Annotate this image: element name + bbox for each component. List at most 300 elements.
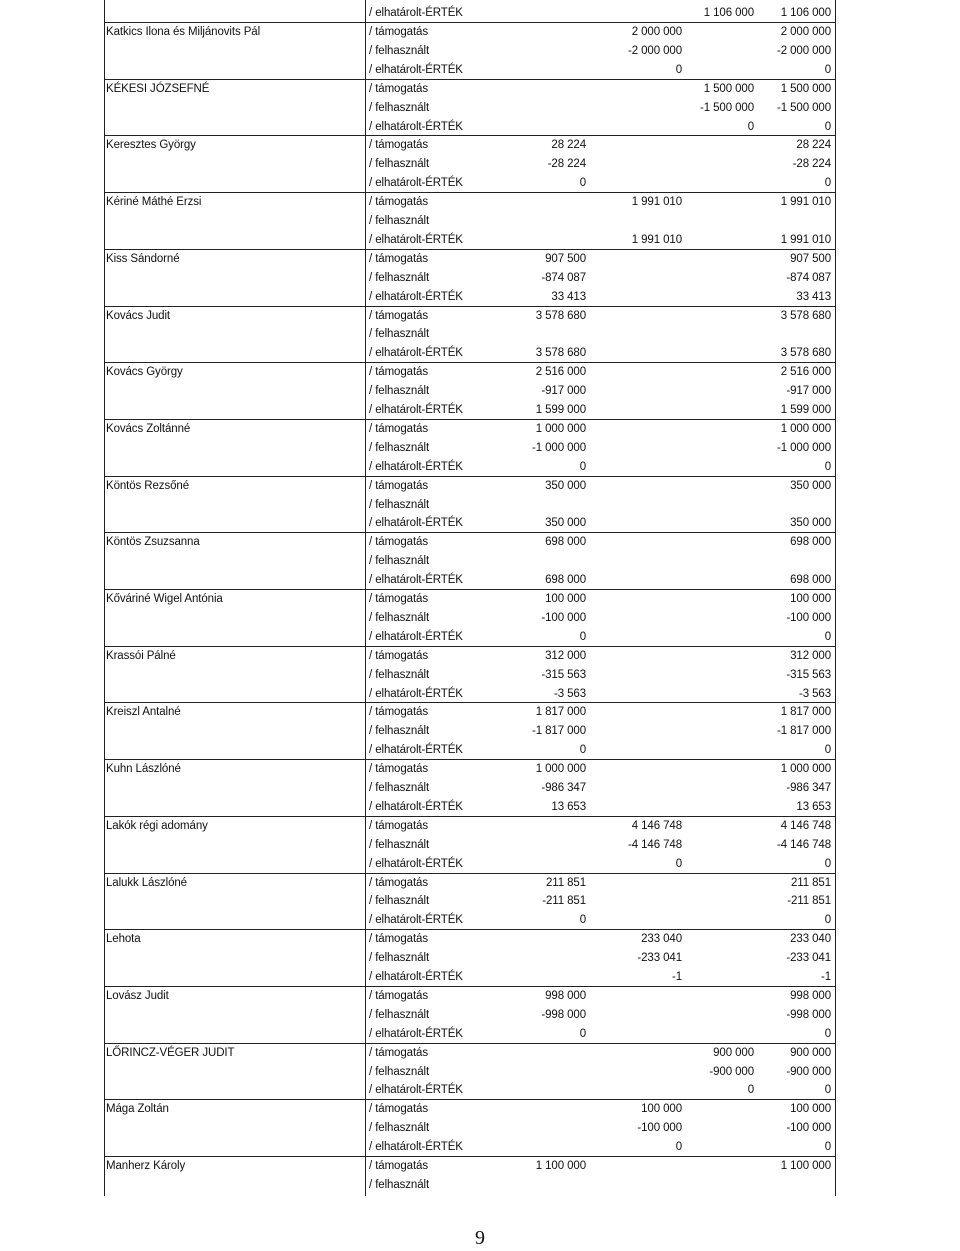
amount-cell-3 xyxy=(682,892,754,911)
entry-type: / támogatás xyxy=(369,422,428,435)
amount-cell-2: -100 000 xyxy=(637,1122,682,1135)
donor-name: Manherz Károly xyxy=(106,1160,186,1172)
amount-cell-1: 0 xyxy=(579,744,586,757)
entry-type: / felhasznált xyxy=(369,1065,430,1078)
amount-total: 3 578 680 xyxy=(780,347,831,360)
amount-cell-1 xyxy=(492,855,586,874)
amount-cell-3 xyxy=(682,722,754,741)
entry-type: / elhatárolt-ÉRTÉK xyxy=(369,687,463,700)
amount-cell-1: -917 000 xyxy=(541,385,586,398)
table-border-left xyxy=(104,0,105,1196)
amount-cell-3 xyxy=(682,987,754,1006)
donor-name: Köntös Rezsőné xyxy=(106,479,189,492)
amount-cell-3 xyxy=(682,666,754,685)
amount-cell-2 xyxy=(586,987,682,1006)
amount-cell-2 xyxy=(586,1063,682,1082)
entry-type: / felhasznált xyxy=(369,385,430,398)
amount-cell-3 xyxy=(682,1157,754,1176)
amount-cell-3 xyxy=(682,533,754,552)
entry-type: / támogatás xyxy=(369,876,428,889)
amount-total: 907 500 xyxy=(790,252,831,265)
amount-cell-3 xyxy=(682,307,754,326)
amount-cell-2 xyxy=(586,1081,682,1100)
amount-cell-2: 0 xyxy=(675,857,682,870)
amount-cell-3 xyxy=(682,968,754,987)
amount-total: -28 224 xyxy=(792,158,831,171)
entry-type: / felhasznált xyxy=(369,895,430,908)
amount-cell-2 xyxy=(586,420,682,439)
entry-type: / elhatárolt-ÉRTÉK xyxy=(369,971,463,983)
amount-total: 698 000 xyxy=(790,574,831,587)
entry-type: / elhatárolt-ÉRTÉK xyxy=(369,63,463,76)
amount-total: -986 347 xyxy=(786,782,831,794)
amount-cell-3 xyxy=(682,1176,754,1195)
entry-type: / támogatás xyxy=(369,479,428,492)
amount-total: -233 041 xyxy=(786,952,831,965)
amount-cell-3 xyxy=(682,458,754,477)
amount-total: 1 599 000 xyxy=(780,404,831,416)
entry-type: / támogatás xyxy=(369,196,428,209)
amount-cell-3 xyxy=(682,344,754,363)
amount-cell-3: 1 106 000 xyxy=(703,7,754,19)
entry-type: / elhatárolt-ÉRTÉK xyxy=(369,800,463,813)
entry-type: / támogatás xyxy=(369,82,428,95)
amount-cell-2 xyxy=(586,401,682,420)
amount-cell-1 xyxy=(492,193,586,212)
amount-total: -1 000 000 xyxy=(777,441,831,454)
amount-cell-1 xyxy=(492,231,586,250)
amount-cell-2 xyxy=(586,779,682,798)
amount-cell-1: -998 000 xyxy=(541,1008,586,1021)
amount-cell-1: -986 347 xyxy=(541,782,586,794)
amount-total: -1 500 000 xyxy=(777,101,831,114)
amount-cell-3 xyxy=(682,401,754,420)
amount-cell-2 xyxy=(586,118,682,137)
amount-cell-1 xyxy=(492,968,586,987)
amount-total xyxy=(756,552,831,571)
amount-total: 0 xyxy=(824,1141,831,1154)
amount-cell-3: 0 xyxy=(747,1084,754,1097)
amount-cell-1 xyxy=(492,42,586,61)
amount-cell-3 xyxy=(682,949,754,968)
amount-cell-3 xyxy=(682,874,754,893)
amount-cell-1 xyxy=(492,836,586,855)
entry-type: / felhasznált xyxy=(369,271,430,284)
amount-cell-1: 907 500 xyxy=(545,252,586,265)
entry-type: / támogatás xyxy=(369,649,428,662)
entry-type: / elhatárolt-ÉRTÉK xyxy=(369,460,463,473)
amount-cell-2: 0 xyxy=(675,1141,682,1154)
amount-cell-2 xyxy=(586,155,682,174)
amount-cell-3: 0 xyxy=(747,120,754,133)
amount-cell-2 xyxy=(586,344,682,363)
amount-total: -100 000 xyxy=(786,611,831,624)
amount-cell-3 xyxy=(682,250,754,269)
amount-cell-1 xyxy=(492,1119,586,1138)
amount-cell-1: -1 000 000 xyxy=(532,441,586,454)
amount-cell-3 xyxy=(682,817,754,836)
entry-type: / felhasznált xyxy=(369,441,430,454)
entry-type: / támogatás xyxy=(369,252,428,265)
amount-cell-3 xyxy=(682,628,754,647)
entry-type: / elhatárolt-ÉRTÉK xyxy=(369,574,463,587)
amount-cell-1: 1 100 000 xyxy=(535,1160,586,1172)
amount-cell-2 xyxy=(586,741,682,760)
amount-cell-1: 350 000 xyxy=(545,517,586,530)
entry-type: / elhatárolt-ÉRTÉK xyxy=(369,404,463,416)
amount-cell-2 xyxy=(586,1044,682,1063)
amount-cell-1 xyxy=(492,80,586,99)
entry-type: / támogatás xyxy=(369,26,428,38)
amount-total: 33 413 xyxy=(796,290,831,303)
entry-type: / felhasznált xyxy=(369,1122,430,1135)
amount-total: 1 106 000 xyxy=(780,7,831,19)
page-number: 9 xyxy=(475,1227,485,1249)
amount-cell-1 xyxy=(492,817,586,836)
amount-cell-2 xyxy=(586,703,682,722)
amount-cell-1: 1 000 000 xyxy=(535,763,586,776)
amount-total: -998 000 xyxy=(786,1008,831,1021)
amount-cell-3 xyxy=(682,685,754,704)
entry-type: / felhasznált xyxy=(369,611,430,624)
amount-total: -3 563 xyxy=(798,687,831,700)
amount-total: -900 000 xyxy=(786,1065,831,1078)
amount-cell-1: 1 000 000 xyxy=(535,422,586,435)
entry-type: / támogatás xyxy=(369,763,428,776)
amount-cell-2 xyxy=(586,1006,682,1025)
entry-type: / felhasznált xyxy=(369,215,430,227)
amount-total: -874 087 xyxy=(786,271,831,284)
entry-type: / felhasznált xyxy=(369,328,430,341)
amount-cell-3 xyxy=(682,269,754,288)
amount-cell-1: 698 000 xyxy=(545,574,586,587)
amount-cell-1: 211 851 xyxy=(545,876,586,889)
amount-cell-2: 4 146 748 xyxy=(631,819,682,832)
amount-cell-1: -1 817 000 xyxy=(532,725,586,738)
entry-type: / elhatárolt-ÉRTÉK xyxy=(369,1027,463,1040)
amount-cell-1 xyxy=(492,949,586,968)
amount-cell-1: 312 000 xyxy=(545,649,586,662)
amount-cell-1 xyxy=(492,61,586,80)
donor-name: Mága Zoltán xyxy=(106,1103,169,1116)
amount-cell-1: 0 xyxy=(579,1027,586,1040)
entry-type: / elhatárolt-ÉRTÉK xyxy=(369,1084,463,1097)
amount-cell-2: 0 xyxy=(675,63,682,76)
amount-cell-1 xyxy=(492,99,586,118)
amount-cell-2 xyxy=(586,212,682,231)
amount-total: 1 817 000 xyxy=(780,706,831,719)
entry-type: / elhatárolt-ÉRTÉK xyxy=(369,744,463,757)
amount-cell-2 xyxy=(586,250,682,269)
amount-total xyxy=(756,212,831,231)
amount-cell-3 xyxy=(682,514,754,533)
amount-total: 1 100 000 xyxy=(780,1160,831,1172)
amount-total: 0 xyxy=(824,460,831,473)
table-border-right xyxy=(835,0,836,1196)
donor-name: Lalukk Lászlóné xyxy=(106,876,187,889)
amount-cell-2 xyxy=(586,590,682,609)
amount-total: 0 xyxy=(824,1084,831,1097)
entry-type: / támogatás xyxy=(369,933,428,946)
amount-cell-2 xyxy=(586,174,682,193)
amount-cell-2 xyxy=(586,911,682,930)
amount-cell-2 xyxy=(586,666,682,685)
amount-cell-2: -2 000 000 xyxy=(628,44,682,57)
amount-cell-3 xyxy=(682,855,754,874)
amount-cell-3 xyxy=(682,174,754,193)
donor-name: Kériné Máthé Erzsi xyxy=(106,196,202,209)
entry-type: / felhasznált xyxy=(369,782,430,794)
amount-cell-1: 100 000 xyxy=(545,593,586,605)
entry-type: / felhasznált xyxy=(369,725,430,738)
amount-cell-3: -900 000 xyxy=(709,1065,754,1078)
amount-cell-3 xyxy=(682,288,754,307)
amount-cell-3 xyxy=(682,930,754,949)
amount-total: 1 991 010 xyxy=(780,196,831,209)
amount-cell-1: 3 578 680 xyxy=(535,309,586,322)
entry-type: / elhatárolt-ÉRTÉK xyxy=(369,233,463,246)
amount-total: 900 000 xyxy=(790,1046,831,1059)
entry-type: / elhatárolt-ÉRTÉK xyxy=(369,120,463,133)
amount-cell-2 xyxy=(586,1176,682,1195)
amount-cell-3 xyxy=(682,325,754,344)
amount-total: 0 xyxy=(824,177,831,190)
amount-cell-2 xyxy=(586,288,682,307)
entry-type: / felhasznált xyxy=(369,952,430,965)
amount-cell-2 xyxy=(586,269,682,288)
amount-cell-2 xyxy=(586,685,682,704)
amount-total: 2 000 000 xyxy=(780,26,831,38)
amount-cell-1 xyxy=(492,1138,586,1157)
amount-total: 350 000 xyxy=(790,517,831,530)
amount-cell-2 xyxy=(586,496,682,515)
entry-type: / elhatárolt-ÉRTÉK xyxy=(369,7,463,19)
amount-total: 0 xyxy=(824,857,831,870)
amount-cell-2: 2 000 000 xyxy=(631,26,682,38)
amount-cell-3 xyxy=(682,1006,754,1025)
amount-cell-1 xyxy=(492,1063,586,1082)
donor-name: Lovász Judit xyxy=(106,989,169,1002)
amount-cell-1: -100 000 xyxy=(541,611,586,624)
amount-cell-1 xyxy=(492,212,586,231)
amount-cell-1: 28 224 xyxy=(551,139,586,152)
amount-cell-3 xyxy=(682,61,754,80)
entry-type: / elhatárolt-ÉRTÉK xyxy=(369,177,463,190)
entry-type: / felhasznált xyxy=(369,838,430,851)
amount-total: -917 000 xyxy=(786,385,831,398)
amount-cell-2: -4 146 748 xyxy=(628,838,682,851)
entry-type: / elhatárolt-ÉRTÉK xyxy=(369,347,463,360)
amount-cell-1: 0 xyxy=(579,630,586,643)
amount-cell-1: 33 413 xyxy=(551,290,586,303)
amount-cell-1: -211 851 xyxy=(542,895,586,908)
amount-total: 13 653 xyxy=(796,800,831,813)
amount-cell-2 xyxy=(586,1157,682,1176)
amount-total xyxy=(756,496,831,515)
amount-cell-1: 1 817 000 xyxy=(535,706,586,719)
amount-total: 0 xyxy=(824,744,831,757)
donor-name: Kőváriné Wigel Antónia xyxy=(106,593,223,605)
amount-cell-3 xyxy=(682,477,754,496)
amount-cell-1: 350 000 xyxy=(545,479,586,492)
amount-cell-1: 3 578 680 xyxy=(535,347,586,360)
amount-cell-3 xyxy=(682,42,754,61)
amount-cell-2: 1 991 010 xyxy=(631,233,682,246)
amount-cell-1 xyxy=(492,325,586,344)
donor-name: Krassói Pálné xyxy=(106,649,176,662)
amount-total: 698 000 xyxy=(790,536,831,549)
amount-cell-2 xyxy=(586,363,682,382)
amount-cell-1 xyxy=(492,496,586,515)
entry-type: / támogatás xyxy=(369,309,428,322)
amount-cell-3 xyxy=(682,760,754,779)
entry-type: / felhasznált xyxy=(369,668,430,681)
amount-cell-3 xyxy=(682,363,754,382)
amount-cell-2 xyxy=(586,892,682,911)
amount-cell-2 xyxy=(586,458,682,477)
amount-cell-2 xyxy=(586,136,682,155)
amount-cell-3 xyxy=(682,382,754,401)
amount-cell-1: 0 xyxy=(579,177,586,190)
entry-type: / támogatás xyxy=(369,1160,428,1172)
amount-total: 0 xyxy=(824,1027,831,1040)
entry-type: / elhatárolt-ÉRTÉK xyxy=(369,914,463,927)
amount-cell-3 xyxy=(682,647,754,666)
amount-cell-2 xyxy=(586,722,682,741)
entry-type: / felhasznált xyxy=(369,498,430,511)
amount-cell-2 xyxy=(586,874,682,893)
amount-cell-3 xyxy=(682,231,754,250)
amount-cell-3 xyxy=(682,1025,754,1044)
amount-total: 1 500 000 xyxy=(780,82,831,95)
amount-cell-2 xyxy=(586,552,682,571)
amount-cell-2: -1 xyxy=(671,971,682,983)
amount-total: 2 516 000 xyxy=(780,366,831,379)
amount-total: 312 000 xyxy=(790,649,831,662)
amount-cell-1: -28 224 xyxy=(547,158,586,171)
entry-type: / felhasznált xyxy=(369,44,430,57)
amount-cell-1 xyxy=(492,1100,586,1119)
amount-total: 211 851 xyxy=(790,876,831,889)
amount-cell-1: 1 599 000 xyxy=(535,404,586,416)
amount-cell-2 xyxy=(586,99,682,118)
amount-total: 233 040 xyxy=(790,933,831,946)
entry-type: / támogatás xyxy=(369,819,428,832)
amount-cell-3 xyxy=(682,136,754,155)
amount-total: 4 146 748 xyxy=(780,819,831,832)
amount-cell-2 xyxy=(586,533,682,552)
amount-cell-2 xyxy=(586,647,682,666)
amount-cell-2 xyxy=(586,798,682,817)
amount-cell-3 xyxy=(682,552,754,571)
amount-total: 0 xyxy=(824,914,831,927)
amount-cell-2 xyxy=(586,514,682,533)
amount-cell-2: -233 041 xyxy=(637,952,682,965)
amount-total: 100 000 xyxy=(790,1103,831,1116)
donor-name: Kovács György xyxy=(106,366,183,379)
entry-type: / elhatárolt-ÉRTÉK xyxy=(369,290,463,303)
amount-cell-1: 0 xyxy=(579,914,586,927)
amount-cell-1: -3 563 xyxy=(553,687,586,700)
amount-cell-2 xyxy=(586,571,682,590)
entry-type: / támogatás xyxy=(369,706,428,719)
amount-cell-2: 1 991 010 xyxy=(631,196,682,209)
amount-cell-2 xyxy=(586,307,682,326)
entry-type: / támogatás xyxy=(369,1046,428,1059)
entry-type: / elhatárolt-ÉRTÉK xyxy=(369,630,463,643)
entry-type: / támogatás xyxy=(369,1103,428,1116)
amount-cell-1 xyxy=(492,552,586,571)
donor-name: Katkics Ilona és Miljánovits Pál xyxy=(106,26,261,38)
entry-type: / felhasznált xyxy=(369,1008,430,1021)
table-divider-type xyxy=(365,0,366,1196)
amount-total: 998 000 xyxy=(790,989,831,1002)
amount-cell-2: 100 000 xyxy=(641,1103,682,1116)
amount-cell-3 xyxy=(682,703,754,722)
amount-cell-3 xyxy=(682,798,754,817)
donor-name: Keresztes György xyxy=(106,139,196,152)
amount-cell-3 xyxy=(682,836,754,855)
amount-total: -1 xyxy=(820,971,831,983)
entry-type: / támogatás xyxy=(369,139,428,152)
amount-total: 1 991 010 xyxy=(780,233,831,246)
amount-cell-3 xyxy=(682,155,754,174)
amount-cell-2 xyxy=(586,477,682,496)
amount-total: 0 xyxy=(824,120,831,133)
amount-cell-3 xyxy=(682,420,754,439)
donor-name: Lakók régi adomány xyxy=(106,819,208,832)
entry-type: / felhasznált xyxy=(369,158,430,171)
amount-cell-3: -1 500 000 xyxy=(700,101,754,114)
amount-total: -100 000 xyxy=(786,1122,831,1135)
entry-type: / támogatás xyxy=(369,366,428,379)
amount-cell-3 xyxy=(682,1138,754,1157)
amount-cell-3 xyxy=(682,496,754,515)
amount-cell-2 xyxy=(586,1025,682,1044)
amount-total: -211 851 xyxy=(787,895,831,908)
amount-cell-3: 900 000 xyxy=(713,1046,754,1059)
amount-cell-1: -315 563 xyxy=(541,668,586,681)
donor-name: LŐRINCZ-VÉGER JUDIT xyxy=(106,1046,235,1059)
amount-cell-2 xyxy=(586,4,682,23)
amount-total: 350 000 xyxy=(790,479,831,492)
amount-cell-3 xyxy=(682,193,754,212)
amount-total: 100 000 xyxy=(790,593,831,605)
amount-cell-2 xyxy=(586,760,682,779)
amount-total: 1 000 000 xyxy=(780,422,831,435)
amount-cell-1: 998 000 xyxy=(545,989,586,1002)
entry-type: / elhatárolt-ÉRTÉK xyxy=(369,517,463,530)
amount-total: -4 146 748 xyxy=(777,838,831,851)
amount-cell-3 xyxy=(682,779,754,798)
entry-type: / felhasznált xyxy=(369,101,430,114)
donor-name: Kovács Judit xyxy=(106,309,170,322)
amount-cell-3 xyxy=(682,1119,754,1138)
amount-cell-2: 233 040 xyxy=(641,933,682,946)
entry-type: / támogatás xyxy=(369,593,428,605)
amount-cell-3 xyxy=(682,590,754,609)
donor-name: Kreiszl Antalné xyxy=(106,706,181,719)
donor-name: Kovács Zoltánné xyxy=(106,422,191,435)
amount-cell-1: 0 xyxy=(579,460,586,473)
amount-total xyxy=(756,1176,831,1195)
amount-cell-3 xyxy=(682,571,754,590)
amount-cell-1 xyxy=(492,23,586,42)
amount-cell-1: 698 000 xyxy=(545,536,586,549)
amount-cell-1 xyxy=(492,1081,586,1100)
amount-cell-1: -874 087 xyxy=(541,271,586,284)
amount-cell-3: 1 500 000 xyxy=(703,82,754,95)
